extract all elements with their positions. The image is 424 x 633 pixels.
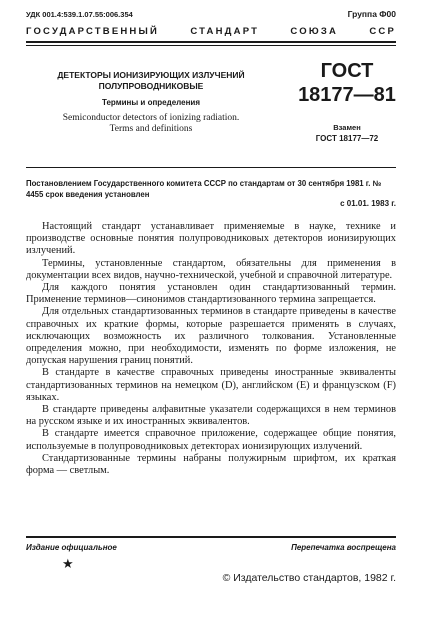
paragraph: Для отдельных стандартизованных терминов в стандарте приведены в качестве справочных их краткие формы, которые разрешается применять в случаях, исключающих возможность их различного толкования. Установленные определения можно, при необходимости, изменять по форме изложения, не допуская нарушения границ понятий.	[26, 306, 396, 367]
title-block	[26, 70, 276, 135]
header-rule-thick	[26, 41, 396, 43]
replaces-value: ГОСТ 18177—72	[315, 134, 379, 143]
title-english-line-2: Terms and definitions	[109, 124, 193, 134]
title-line-1: ДЕТЕКТОРЫ ИОНИЗИРУЮЩИХ ИЗЛУЧЕНИЙ	[57, 70, 245, 80]
udk-code: УДК 001.4:539.1.07.55:006.354	[26, 10, 133, 19]
paragraph: Для каждого понятия установлен один стандартизованный термин. Применение терминов—синонимов стандартизованного термина запрещается.	[26, 282, 396, 306]
section-rule	[26, 167, 396, 168]
footer-rule	[26, 536, 396, 538]
paragraph: В стандарте приведены алфавитные указатели содержащихся в нем терминов на русском языке и их иностранных эквивалентов.	[26, 404, 396, 428]
title-subtitle: Термины и определения	[101, 98, 200, 107]
reprint-prohibited-label: Перепечатка воспрещена	[291, 543, 396, 552]
paragraph: Настоящий стандарт устанавливает применяемые в науке, технике и производстве основные понятия полупроводниковых детекторов ионизирующих излучений.	[26, 221, 396, 257]
state-standard-banner: ГОСУДАРСТВЕННЫЙ СТАНДАРТ СОЮЗА ССР	[26, 26, 396, 37]
paragraph: Стандартизованные термины набраны полужирным шрифтом, их краткая форма — светлым.	[26, 452, 396, 477]
replaces-label: Взамен	[333, 123, 361, 132]
official-edition-label: Издание официальное	[26, 543, 117, 552]
group-code: Группа Ф00	[347, 9, 396, 19]
gost-number: 18177—81	[298, 84, 396, 106]
copyright-notice: © Издательство стандартов, 1982 г.	[222, 572, 396, 584]
body-text	[26, 221, 396, 477]
decree-text: Постановлением Государственного комитета СССР по стандартам от 30 сентября 1981 г. № 4455 срок введения установлен	[26, 179, 382, 199]
title-english-line-1: Semiconductor detectors of ionizing radiation.	[62, 113, 240, 123]
gost-label: ГОСТ	[320, 60, 374, 82]
effective-date: с 01.01. 1983 г.	[340, 199, 396, 208]
paragraph: Термины, установленные стандартом, обязательны для применения в документации всех видов, научно-технической, учебной и справочной литературе.	[26, 257, 396, 281]
paragraph: В стандарте имеется справочное приложение, содержащее общие понятия, используемые в полупроводниковых детекторах ионизирующих излучений.	[26, 428, 396, 452]
header-rule-thin	[26, 45, 396, 46]
paragraph: В стандарте в качестве справочных приведены иностранные эквиваленты стандартизованных терминов на немецком (D), английском (E) и французском (F) языках.	[26, 367, 396, 403]
title-line-2: ПОЛУПРОВОДНИКОВЫЕ	[98, 81, 204, 91]
star-icon: ★	[62, 556, 74, 571]
